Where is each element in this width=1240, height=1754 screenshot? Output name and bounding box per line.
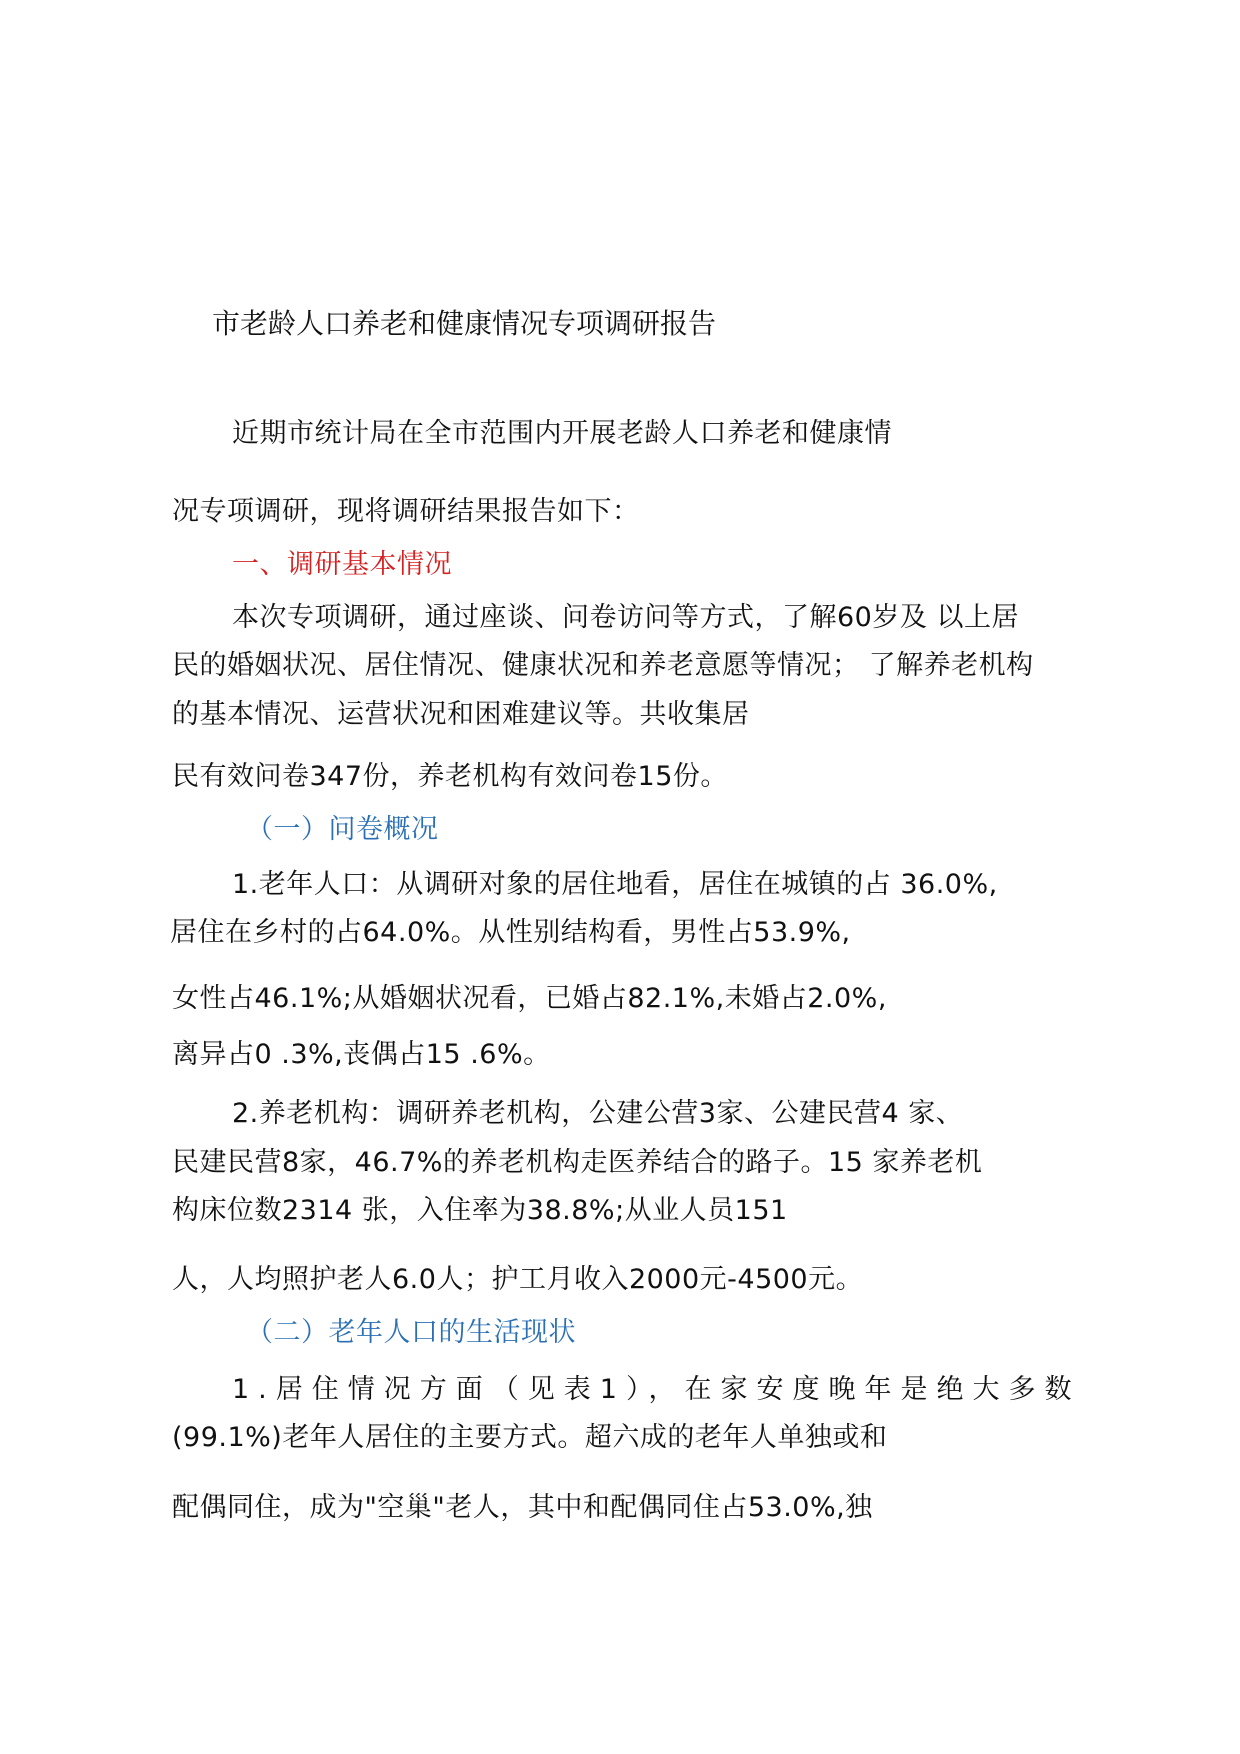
page-title: 市老龄人口养老和健康情况专项调研报告 (212, 307, 717, 340)
paragraph-line: 1.老年人口：从调研对象的居住地看，居住在城镇的占 36.0%, (232, 869, 998, 900)
subsection-heading: （一）问卷概况 (246, 814, 439, 845)
paragraph-line: 的基本情况、运营状况和困难建议等。共收集居 (172, 699, 750, 730)
section-heading: 一、调研基本情况 (232, 549, 452, 580)
subsection-heading: （二）老年人口的生活现状 (246, 1317, 576, 1348)
paragraph-line: (99.1%)老年人居住的主要方式。超六成的老年人单独或和 (172, 1422, 888, 1453)
paragraph-line: 女性占46.1%;从婚姻状况看，已婚占82.1%,未婚占2.0%, (172, 983, 887, 1014)
paragraph-line: 民建民营8家，46.7%的养老机构走医养结合的路子。15 家养老机 (172, 1147, 983, 1178)
paragraph-line: 配偶同住，成为"空巢"老人，其中和配偶同住占53.0%,独 (172, 1492, 873, 1523)
paragraph-line: 居住在乡村的占64.0%。从性别结构看，男性占53.9%, (170, 917, 851, 948)
paragraph-line: 民有效问卷347份，养老机构有效问卷15份。 (172, 761, 728, 792)
paragraph-line: 1.居住情况方面（见表1），在家安度晚年是绝大多数 (232, 1374, 1081, 1405)
paragraph-line: 人，人均照护老人6.0人；护工月收入2000元-4500元。 (172, 1264, 864, 1295)
paragraph-line: 构床位数2314 张，入住率为38.8%;从业人员151 (172, 1195, 788, 1226)
intro-line-2: 况专项调研，现将调研结果报告如下： (172, 496, 640, 527)
paragraph-line: 离异占0 .3%,丧偶占15 .6%。 (172, 1039, 551, 1070)
paragraph-line: 本次专项调研，通过座谈、问卷访问等方式，了解60岁及 以上居 (232, 602, 1019, 633)
paragraph-line: 2.养老机构：调研养老机构，公建公营3家、公建民营4 家、 (232, 1098, 964, 1129)
intro-line-1: 近期市统计局在全市范围内开展老龄人口养老和健康情 (232, 418, 892, 449)
paragraph-line: 民的婚姻状况、居住情况、健康状况和养老意愿等情况； 了解养老机构 (172, 650, 1034, 681)
